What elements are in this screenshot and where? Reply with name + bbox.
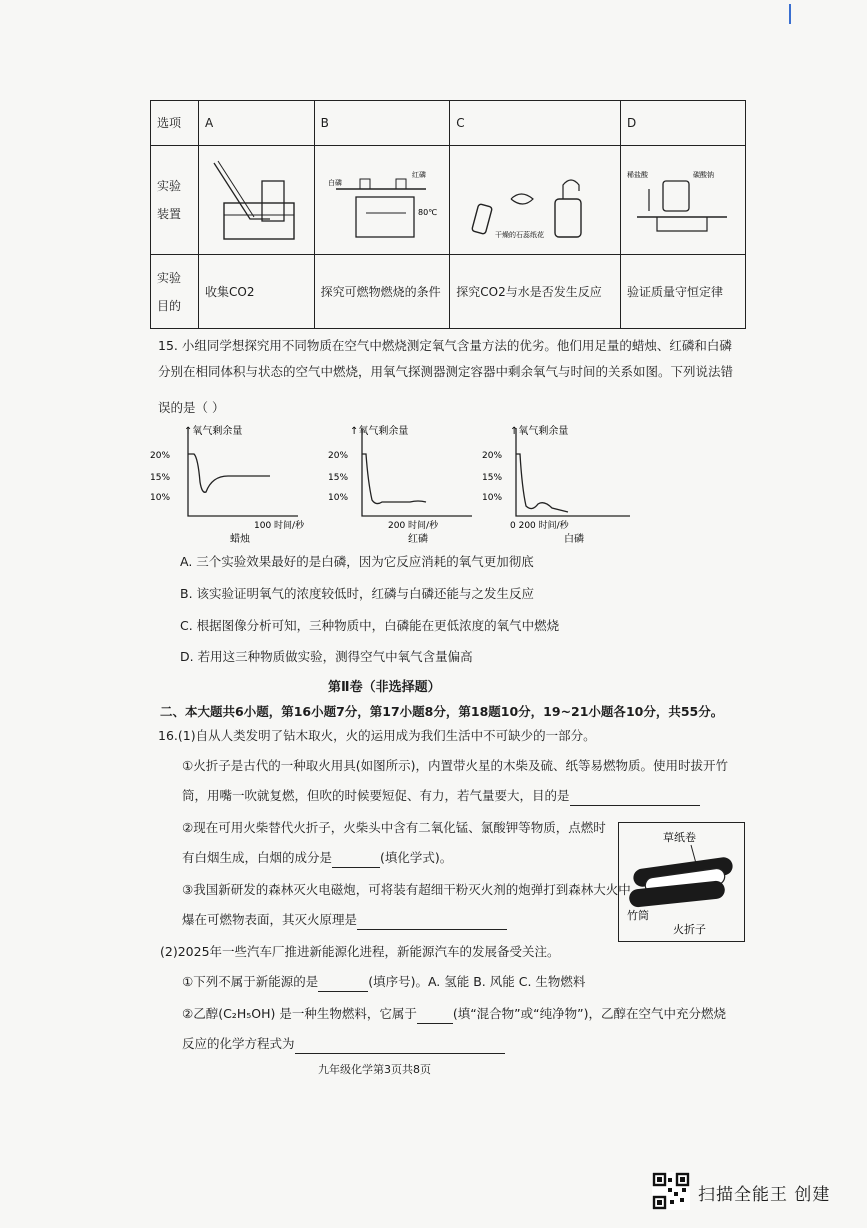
q15-line1: 15. 小组同学想探究用不同物质在空气中燃烧测定氧气含量方法的优劣。他们用足量的蜡烛、红磷和白磷 [158,338,732,353]
option-d: D. 若用这三种物质做实验，测得空气中氧气含量偏高 [180,649,473,664]
row-purpose-text: 实验 目的 [157,270,182,313]
graph-red-tick-15: 15% [328,473,349,483]
q16-p1b-line [182,786,700,806]
qr-code-icon [652,1172,690,1210]
answer-blank-4[interactable] [318,991,368,992]
option-b: B. 该实验证明氧气的浓度较低时，红磷与白磷还能与之发生反应 [180,586,535,601]
graph-white-tick-15: 15% [482,473,503,483]
graph-candle-svg [150,422,310,544]
header-b: B [314,101,450,146]
q16-p5-hint: (填序号)。A. 氢能 B. 风能 C. 生物燃料 [368,974,586,989]
fire-starter-illustration [618,822,745,942]
graph-white-phosphorus-svg [480,422,640,544]
q16-p2c: (填化学式)。 [380,850,453,865]
row-apparatus-label [151,146,199,255]
q16-p7: 反应的化学方程式为 [182,1036,295,1051]
q16-p2a: ②现在可用火柴替代火折子，火柴头中含有二氧化锰、氯酸钾等物质，点燃时 [182,820,606,835]
ill-label-title: 火折子 [673,923,706,936]
header-a: A [199,101,315,146]
graph-red-xlabel: 200 时间/秒 [388,521,439,531]
row-apparatus-text: 实验 装置 [157,179,182,221]
apparatus-d [621,146,746,255]
q16-p6-line [182,1004,726,1024]
q15-line3: 误的是（ ） [158,400,225,415]
purpose-c: 探究CO2与水是否发生反应 [450,255,621,329]
purpose-d: 验证质量守恒定律 [621,255,746,329]
combustion-condition-apparatus-icon [326,155,438,245]
q16-p2b: 有白烟生成，白烟的成分是 [182,850,333,865]
q16-p3a: ③我国新研发的森林灭火电磁炮，可将装有超细干粉灭火剂的炮弹打到森林大火中 [182,882,631,897]
graph-white-caption: 白磷 [564,534,584,545]
header-c: C [450,101,621,146]
b-left-label: 白磷 [327,179,342,187]
apparatus-b [314,146,450,255]
ill-label-bamboo: 竹筒 [627,909,649,922]
d-left-label: 稀盐酸 [627,171,648,179]
graph-candle-tick-10: 10% [150,493,171,503]
answer-blank-5[interactable] [417,1023,453,1024]
graph-candle-tick-15: 15% [150,473,171,483]
graph-red-tick-10: 10% [328,493,349,503]
graph-red-caption: 红磷 [408,534,428,545]
section-intro: 二、本大题共6小题，第16小题7分，第17小题8分，第18题10分，19~21小题各10分，共55分。 [160,704,724,719]
q16-p3b: 爆在可燃物表面，其灭火原理是 [182,912,358,927]
answer-blank-6[interactable] [295,1053,505,1054]
co2-water-apparatus-icon [465,155,605,245]
gas-collection-apparatus-icon [210,155,302,245]
q16-p5-line [182,972,585,992]
q16-p2b-line [182,848,452,868]
graph-candle [150,422,310,544]
purpose-a: 收集CO2 [199,255,315,329]
graph-red-phosphorus [322,422,482,544]
q16-p1b: 筒，用嘴一吹就复燃，但吹的时候要短促、有力，若气量要大，目的是 [182,788,570,803]
q16-p3b-line [182,910,507,930]
experiment-options-table [150,100,746,329]
b-right-label: 红磷 [411,171,426,179]
graph-red-tick-20: 20% [328,451,349,461]
q16-head: 16.(1)自从人类发明了钻木取火，火的运用成为我们生活中不可缺少的一部分。 [158,728,596,743]
d-right-label: 碳酸钠 [693,171,714,179]
section-title: 第Ⅱ卷（非选择题） [328,680,441,695]
graph-red-title: ↑氧气剩余量 [350,426,409,437]
option-c: C. 根据图像分析可知，三种物质中，白磷能在更低浓度的氧气中燃烧 [180,618,560,633]
q16-p7-line [182,1034,505,1054]
graph-white-xlabel: 0 200 时间/秒 [510,521,569,531]
scanner-watermark: 扫描全能王 创建 [698,1185,831,1205]
scan-edge-mark [789,4,791,24]
q16-p5: ①下列不属于新能源的是 [182,974,319,989]
graph-candle-caption: 蜡烛 [230,534,250,545]
q16-p4: (2)2025年一些汽车厂推进新能源化进程，新能源汽车的发展备受关注。 [160,944,560,959]
graph-white-tick-20: 20% [482,451,503,461]
answer-blank-3[interactable] [357,929,507,930]
c-left-label: 干燥的石蕊纸花 [495,231,545,239]
q16-p6a: ②乙醇(C₂H₅OH) 是一种生物燃料，它属于 [182,1006,417,1021]
page-footer: 九年级化学第3页共8页 [318,1063,431,1076]
header-d: D [621,101,746,146]
answer-blank-1[interactable] [570,805,700,806]
apparatus-a [199,146,315,255]
header-option: 选项 [151,101,199,146]
graph-candle-tick-20: 20% [150,451,171,461]
option-a: A. 三个实验效果最好的是白磷，因为它反应消耗的氧气更加彻底 [180,554,534,569]
graph-white-phosphorus [480,422,640,544]
row-purpose-label [151,255,199,329]
q16-p6b: (填“混合物”或“纯净物”)，乙醇在空气中充分燃烧 [452,1006,726,1021]
purpose-b: 探究可燃物燃烧的条件 [314,255,450,329]
b-temp-label: 80℃ [417,208,438,217]
q16-p1a: ①火折子是古代的一种取火用具(如图所示)，内置带火星的木柴及硫、纸等易燃物质。使用时拔开竹 [182,758,728,773]
apparatus-c [450,146,621,255]
graph-red-phosphorus-svg [322,422,482,544]
graph-white-title: ↑氧气剩余量 [510,426,569,437]
graph-candle-title: ↑氧气剩余量 [184,426,243,437]
graph-white-tick-10: 10% [482,493,503,503]
graph-candle-xlabel: 100 时间/秒 [254,521,305,531]
q15-line2: 分别在相同体积与状态的空气中燃烧，用氧气探测器测定容器中剩余氧气与时间的关系如图。下列说法错 [158,364,734,379]
answer-blank-2[interactable] [332,867,380,868]
mass-conservation-apparatus-icon [627,155,739,245]
fire-starter-svg [619,823,744,941]
ill-label-paper: 草纸卷 [663,831,696,844]
